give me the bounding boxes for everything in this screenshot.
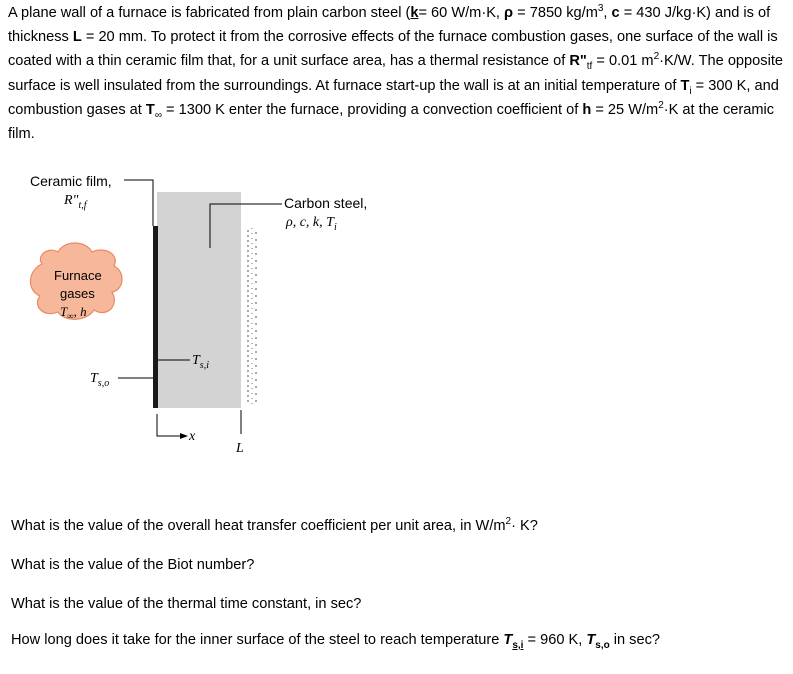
problem-text: = 60 W/m·K, — [418, 5, 505, 21]
carbon-steel-slab — [157, 192, 241, 408]
symbol-rho: ρ — [504, 5, 514, 21]
carbon-steel-label: Carbon steel, — [284, 195, 368, 211]
ceramic-resistance-symbol: $R"_{t,f}$ — [64, 193, 87, 211]
ceramic-film-label: Ceramic film, — [30, 173, 112, 189]
question-1: What is the value of the overall heat transfer coefficient per unit area, in $W/m^2\cdot K$? — [11, 516, 538, 534]
symbol-k: k — [410, 5, 419, 21]
x-axis-line — [157, 414, 180, 436]
carbon-steel-props: ρ, c, k, $T_i$ — [286, 215, 337, 233]
symbol-Ti: T — [680, 77, 690, 94]
problem-text: = 25 W/m — [591, 101, 659, 118]
symbol-L: L — [72, 29, 82, 46]
ceramic-leader-line — [124, 180, 153, 226]
superscript: 3 — [597, 3, 604, 15]
problem-text: ·K/W. The opposite surface is well insulated from the surroundings. At furnace start-up the wall is at an initial temperature of — [8, 53, 783, 94]
wall-diagram-svg — [20, 166, 400, 466]
problem-text: = 430 J/kg·K) and is of thickness — [8, 5, 771, 46]
symbol-h: h — [582, 101, 592, 118]
symbol-c: c — [611, 5, 620, 21]
wall-diagram — [20, 166, 400, 466]
symbol-R: R" — [569, 53, 587, 70]
L-label: L — [236, 441, 244, 456]
furnace-label-line1: Furnace — [54, 268, 102, 283]
question-2: What is the value of the Biot number? — [11, 557, 255, 573]
subscript: i — [689, 85, 692, 97]
problem-text: ·K at the ceramic film. — [8, 101, 775, 143]
superscript: 2 — [658, 99, 664, 111]
tso-label: $T_{s,o}$ — [90, 371, 110, 389]
ceramic-film — [153, 226, 158, 408]
problem-text: A plane wall of a furnace is fabricated from plain carbon steel ( — [8, 5, 411, 21]
question-3: What is the value of the thermal time constant, in sec? — [11, 596, 362, 612]
subscript: ∞ — [154, 109, 162, 121]
x-axis-arrowhead — [180, 433, 188, 439]
symbol-Tinf: T — [145, 101, 155, 118]
problem-statement — [8, 1, 788, 146]
problem-text: = 0.01 m — [592, 53, 654, 70]
tsi-label: $T_{s,i}$ — [192, 353, 209, 371]
x-axis-label: x — [189, 429, 196, 444]
question-4: How long does it take for the inner surface of the steel to reach temperature $T_{s,i} = 960$ K, $T_{s,o}$ in sec? — [11, 632, 661, 651]
subscript: tf — [586, 61, 593, 73]
problem-text: = 20 mm. To protect it from the corrosive effects of the furnace combustion gases, one surface of the wall is coated with a thin ceramic film that, for a unit surface area, has a thermal resistance of — [8, 29, 778, 70]
problem-text: = 300 K, and combustion gases at — [8, 77, 779, 118]
problem-text: = 7850 kg/m — [513, 5, 598, 21]
insulation — [242, 226, 258, 408]
superscript: 2 — [653, 51, 660, 63]
furnace-label-conditions: $T_\infty$, h — [60, 304, 87, 321]
problem-text: , — [603, 5, 612, 21]
furnace-label-line2: gases — [60, 286, 95, 301]
problem-text: = 1300 K enter the furnace, providing a convection coefficient of — [161, 101, 583, 118]
